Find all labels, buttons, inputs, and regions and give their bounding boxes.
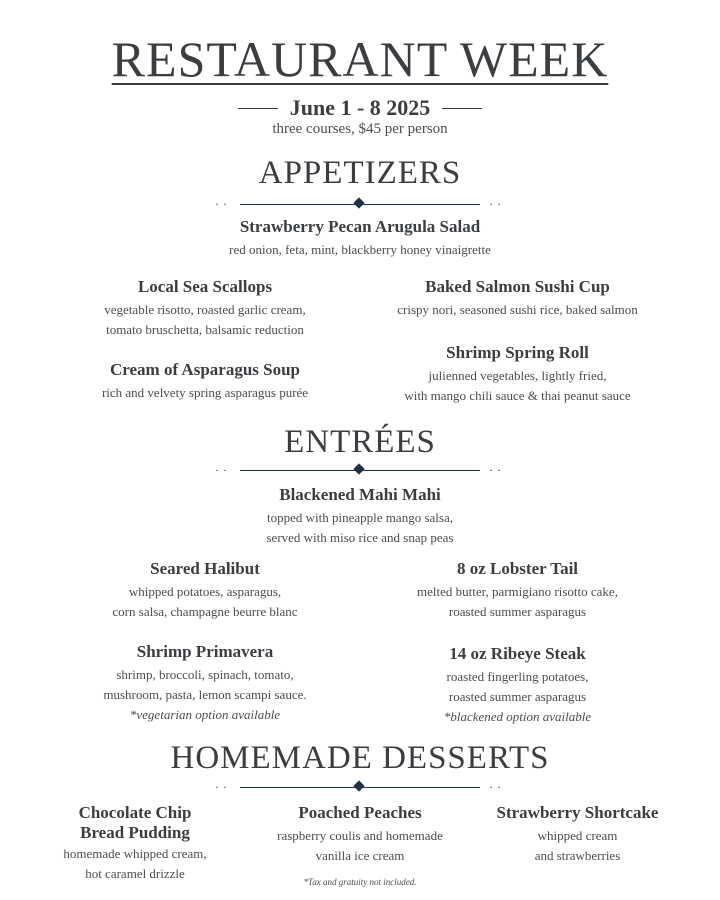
menu-item <box>370 343 665 406</box>
diamond-ornament-icon <box>353 780 364 791</box>
item-name: 8 oz Lobster Tail <box>456 559 579 578</box>
menu-item <box>60 360 350 403</box>
date-row <box>0 95 720 121</box>
item-desc: and strawberries <box>534 848 621 863</box>
item-desc: shrimp, broccoli, spinach, tomato, <box>116 667 294 682</box>
section-title-entrees: ENTRÉES <box>284 424 436 460</box>
item-name: Shrimp Primavera <box>136 642 274 661</box>
item-name: Bread Pudding <box>80 823 190 842</box>
menu-item <box>255 803 465 866</box>
menu-item <box>60 277 350 340</box>
item-desc: with mango chili sauce & thai peanut sauce <box>404 388 631 403</box>
item-desc: served with miso rice and snap peas <box>266 530 454 545</box>
section-divider: ·· ·· <box>215 197 505 211</box>
section-divider: ·· ·· <box>215 463 505 477</box>
item-desc: vanilla ice cream <box>315 848 405 863</box>
page-title: RESTAURANT WEEK <box>111 31 609 87</box>
item-name: Baked Salmon Sushi Cup <box>425 277 610 296</box>
item-name: Cream of Asparagus Soup <box>109 360 301 379</box>
diamond-ornament-icon <box>353 463 364 474</box>
item-desc: roasted summer asparagus <box>448 604 587 619</box>
item-desc: topped with pineapple mango salsa, <box>267 510 453 525</box>
item-desc: julienned vegetables, lightly fried, <box>428 368 607 383</box>
item-desc: hot caramel drizzle <box>85 866 185 881</box>
item-name: 14 oz Ribeye Steak <box>449 644 586 663</box>
diamond-ornament-icon <box>353 197 364 208</box>
tax-note: *Tax and gratuity not included. <box>303 877 417 887</box>
date-line-right <box>442 108 482 109</box>
item-desc: corn salsa, champagne beurre blanc <box>112 604 298 619</box>
item-desc: mushroom, pasta, lemon scampi sauce. <box>103 687 307 702</box>
item-desc: homemade whipped cream, <box>63 846 207 861</box>
menu-item <box>370 277 665 320</box>
item-name: Local Sea Scallops <box>137 277 273 296</box>
item-desc: crispy nori, seasoned sushi rice, baked salmon <box>397 302 638 317</box>
menu-item <box>60 642 350 725</box>
date-line-left <box>238 108 278 109</box>
section-divider: ·· ·· <box>215 780 505 794</box>
item-desc: rich and velvety spring asparagus purée <box>101 385 309 400</box>
menu-item-featured <box>0 217 720 260</box>
item-name: Blackened Mahi Mahi <box>279 485 441 504</box>
price-subtitle: three courses, $45 per person <box>272 121 448 137</box>
item-desc: roasted fingerling potatoes, <box>446 669 589 684</box>
menu-item-featured <box>0 485 720 548</box>
item-name: Poached Peaches <box>298 803 422 822</box>
item-note: *vegetarian option available <box>129 707 281 722</box>
item-name: Strawberry Pecan Arugula Salad <box>239 217 481 236</box>
item-desc: vegetable risotto, roasted garlic cream, <box>104 302 306 317</box>
item-desc: red onion, feta, mint, blackberry honey vinaigrette <box>229 242 491 257</box>
menu-item <box>40 803 230 884</box>
item-name: Strawberry Shortcake <box>496 803 659 822</box>
item-desc: melted butter, parmigiano risotto cake, <box>417 584 618 599</box>
item-desc: roasted summer asparagus <box>448 689 587 704</box>
event-date: June 1 - 8 2025 <box>289 95 431 120</box>
item-note: *blackened option available <box>443 709 592 724</box>
section-title-appetizers: APPETIZERS <box>258 155 462 191</box>
item-desc: whipped cream <box>537 828 618 843</box>
menu-item <box>370 644 665 727</box>
section-title-desserts: HOMEMADE DESSERTS <box>170 740 550 776</box>
menu-item <box>485 803 670 866</box>
item-desc: raspberry coulis and homemade <box>277 828 443 843</box>
item-name: Seared Halibut <box>150 559 260 578</box>
item-name: Shrimp Spring Roll <box>446 343 589 362</box>
item-name: Chocolate Chip <box>78 803 192 822</box>
menu-item <box>370 559 665 622</box>
item-desc: tomato bruschetta, balsamic reduction <box>106 322 304 337</box>
item-desc: whipped potatoes, asparagus, <box>128 584 282 599</box>
menu-item <box>60 559 350 622</box>
